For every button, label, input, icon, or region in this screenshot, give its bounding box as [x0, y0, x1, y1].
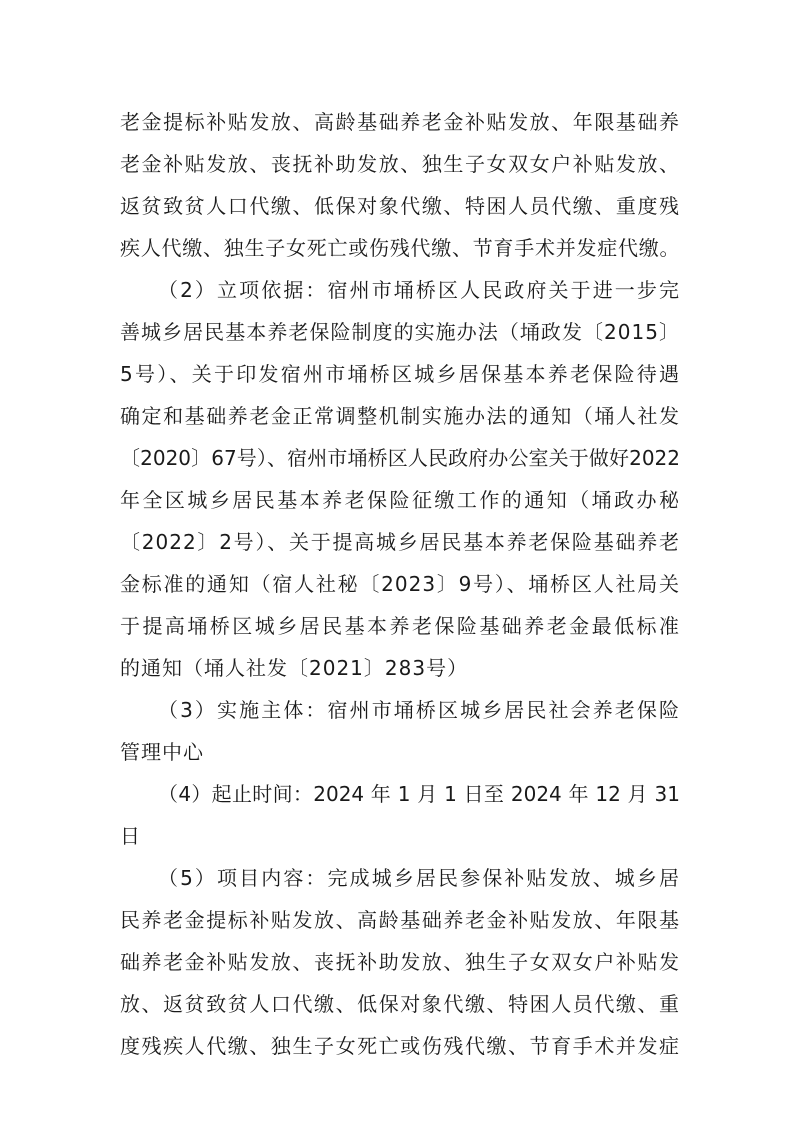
text-line: （4）起止时间：2024 年 1 月 1 日至 2024 年 12 月 31	[158, 782, 680, 806]
text-line: 民养老金提标补贴发放、高龄基础养老金补贴发放、年限基	[120, 908, 680, 932]
text-line: （5）项目内容：完成城乡居民参保补贴发放、城乡居	[158, 866, 680, 890]
text-line: （3）实施主体：宿州市埇桥区城乡居民社会养老保险	[158, 698, 680, 722]
text-line: 于提高埇桥区城乡居民基本养老保险基础养老金最低标准	[120, 614, 680, 638]
text-line: 的通知（埇人社发〔2021〕283号）	[120, 656, 469, 680]
text-line: 老金提标补贴发放、高龄基础养老金补贴发放、年限基础养	[120, 110, 680, 134]
text-line: 善城乡居民基本养老保险制度的实施办法（埇政发〔2015〕	[120, 320, 680, 344]
text-line: 返贫致贫人口代缴、低保对象代缴、特困人员代缴、重度残	[120, 194, 680, 218]
text-line: 〔2020〕67号）、宿州市埇桥区人民政府办公室关于做好2022	[120, 446, 680, 470]
text-line: （2）立项依据：宿州市埇桥区人民政府关于进一步完	[158, 278, 680, 302]
text-line: 疾人代缴、独生子女死亡或伤残代缴、节育手术并发症代缴。	[120, 236, 680, 260]
text-line: 确定和基础养老金正常调整机制实施办法的通知（埇人社发	[120, 404, 680, 428]
text-line: 5号）、关于印发宿州市埇桥区城乡居保基本养老保险待遇	[120, 362, 680, 386]
text-line: 管理中心	[120, 740, 204, 764]
text-line: 放、返贫致贫人口代缴、低保对象代缴、特困人员代缴、重	[120, 992, 680, 1016]
text-line: 年全区城乡居民基本养老保险征缴工作的通知（埇政办秘	[120, 488, 680, 512]
text-line: 础养老金补贴发放、丧抚补助发放、独生子女双女户补贴发	[120, 950, 680, 974]
text-line: 〔2022〕2号）、关于提高城乡居民基本养老保险基础养老	[120, 530, 680, 554]
text-line: 金标准的通知（宿人社秘〔2023〕9号）、埇桥区人社局关	[120, 572, 680, 596]
text-line: 度残疾人代缴、独生子女死亡或伤残代缴、节育手术并发症	[120, 1034, 680, 1058]
text-line: 日	[120, 824, 141, 848]
text-line: 老金补贴发放、丧抚补助发放、独生子女双女户补贴发放、	[120, 152, 680, 176]
